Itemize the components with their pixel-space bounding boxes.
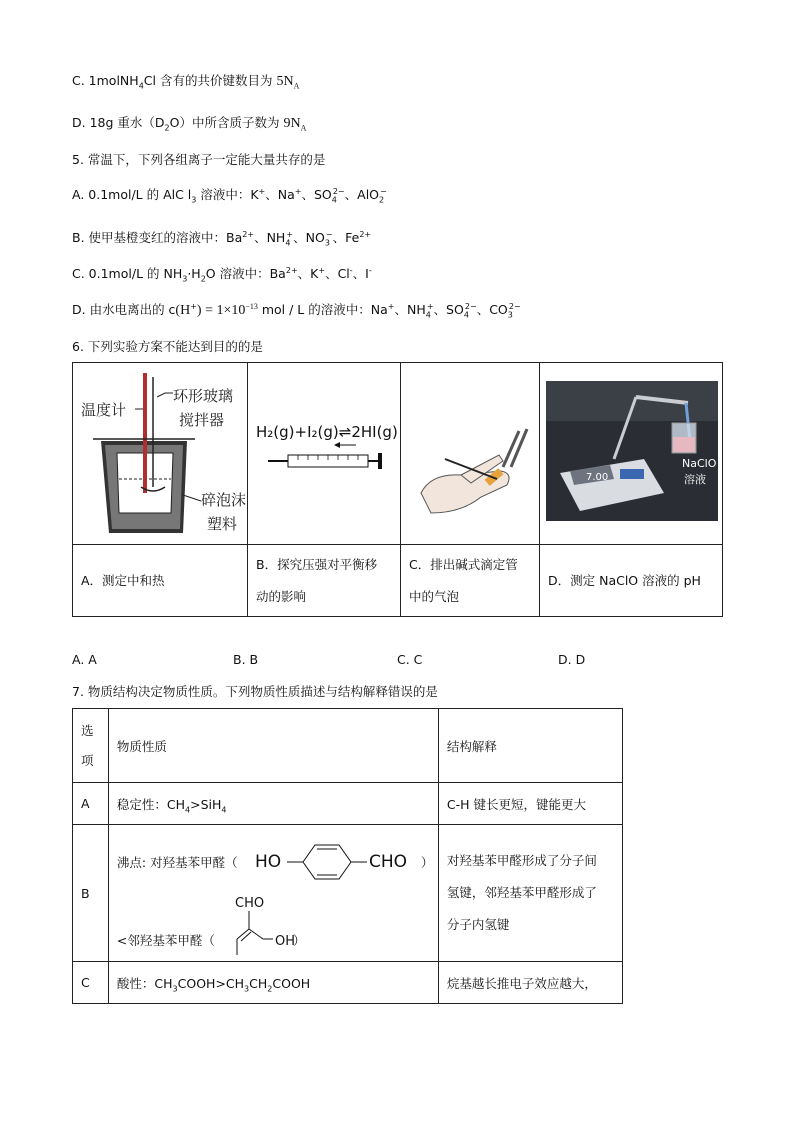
q6-choices <box>72 652 632 670</box>
row-b-line1: 沸点: 对羟基苯甲醛（ <box>116 855 238 870</box>
header-property: 物质性质 <box>108 709 438 783</box>
svg-text:CHO: CHO <box>234 896 264 911</box>
row-a-property: 稳定性：$CH_4>SiH_4$ <box>108 783 438 825</box>
para-hydroxybenzaldehyde-structure <box>245 839 415 885</box>
row-b-property: 沸点: 对羟基苯甲醛（ HO CHO ） <邻羟基苯甲醛（ CHO OH ） <box>108 825 438 962</box>
svg-text:温度计: 温度计 <box>81 401 127 419</box>
q6-choice-c[interactable]: C. C <box>397 652 423 667</box>
svg-text:CHO: CHO <box>368 852 407 872</box>
q5-option-c: C. 0.1mol/L 的 $NH_3\cdot H_2O$ 溶液中：$Ba^{2+}$、K+、Cl-、I- <box>72 265 372 284</box>
svg-text:H₂(g)+I₂(g)⇌2HI(g): H₂(g)+I₂(g)⇌2HI(g) <box>256 423 398 441</box>
q6-choice-d[interactable]: D. D <box>558 652 586 667</box>
q7-stem: 7. 物质结构决定物质性质。下列物质性质描述与结构解释错误的是 <box>72 684 438 699</box>
burette-diagram <box>401 363 539 541</box>
q5-option-a: A. 0.1mol/L 的 AlC $l_3$ 溶液中：K+、Na+、$SO_4^{2-}$、AlO$_2$− <box>72 186 387 205</box>
row-a-explanation: C-H 键长更短，键能更大 <box>438 783 622 825</box>
q4-option-d: D. 18g 重水$(D_2O)$中所含质子数为 $9N_A$ <box>72 115 307 133</box>
svg-text:7.00: 7.00 <box>586 472 609 483</box>
row-c-option: C <box>73 962 109 1004</box>
row-a-option: A <box>73 783 109 825</box>
q5-stem: 5. 常温下，下列各组离子一定能大量共存的是 <box>72 152 326 167</box>
row-b-explanation: 对羟基苯甲醛形成了分子间 氢键，邻羟基苯甲醛形成了 分子内氢键 <box>438 825 622 962</box>
caption-b: B．探究压强对平衡移 动的影响 <box>248 545 401 617</box>
q5-option-b: B. 使甲基橙变红的溶液中：$Ba^{2+}$、$NH_4^+$、$NO_3^-$、$Fe^{2+}$ <box>72 229 372 248</box>
row-c-property: 酸性：$CH_3COOH>CH_3CH_2COOH$ <box>108 962 438 1004</box>
svg-text:HO: HO <box>254 852 282 872</box>
row-b-option: B <box>73 825 109 962</box>
svg-text:溶液: 溶液 <box>684 473 706 486</box>
svg-text:OH: OH <box>274 934 295 949</box>
fig-ph-meter <box>540 363 723 545</box>
fig-syringe <box>248 363 401 545</box>
ph-meter-diagram <box>540 363 722 541</box>
fig-burette <box>401 363 540 545</box>
q6-choice-a[interactable]: A. A <box>72 652 97 667</box>
row-c-explanation: 烷基越长推电子效应越大， <box>438 962 622 1004</box>
svg-text:NaClO: NaClO <box>682 457 717 470</box>
ortho-hydroxybenzaldehyde-structure <box>217 891 317 961</box>
q4-option-c: C. 1molNH$_4$Cl 含有的共价键数目为 $5N_A$ <box>72 73 300 91</box>
svg-text:搅拌器: 搅拌器 <box>179 411 225 429</box>
syringe-diagram <box>248 363 400 541</box>
q6-stem: 6. 下列实验方案不能达到目的的是 <box>72 339 263 354</box>
q5-option-d: D. 由水电离出的 $c(H^+) = 1\times 10^{-13}$ mol / L 的溶液中：Na+、$NH_4^+$、$SO_4^{2-}$、$CO_3^{2-}$ <box>72 301 521 320</box>
header-option: 选 项 <box>73 709 109 783</box>
svg-text:碎泡沫: 碎泡沫 <box>201 491 247 509</box>
caption-a: A．测定中和热 <box>73 545 248 617</box>
caption-d: D．测定 NaClO 溶液的 pH <box>540 545 723 617</box>
q6-choice-b[interactable]: B. B <box>233 652 259 667</box>
svg-text:塑料: 塑料 <box>207 515 238 533</box>
header-explanation: 结构解释 <box>438 709 622 783</box>
row-b-line2: <邻羟基苯甲醛（ <box>116 933 215 948</box>
calorimeter-diagram <box>73 363 247 541</box>
fig-calorimeter <box>73 363 248 545</box>
q6-table <box>72 362 723 617</box>
svg-text:环形玻璃: 环形玻璃 <box>173 387 234 405</box>
caption-c: C．排出碱式滴定管 中的气泡 <box>401 545 540 617</box>
q7-table <box>72 708 623 1004</box>
